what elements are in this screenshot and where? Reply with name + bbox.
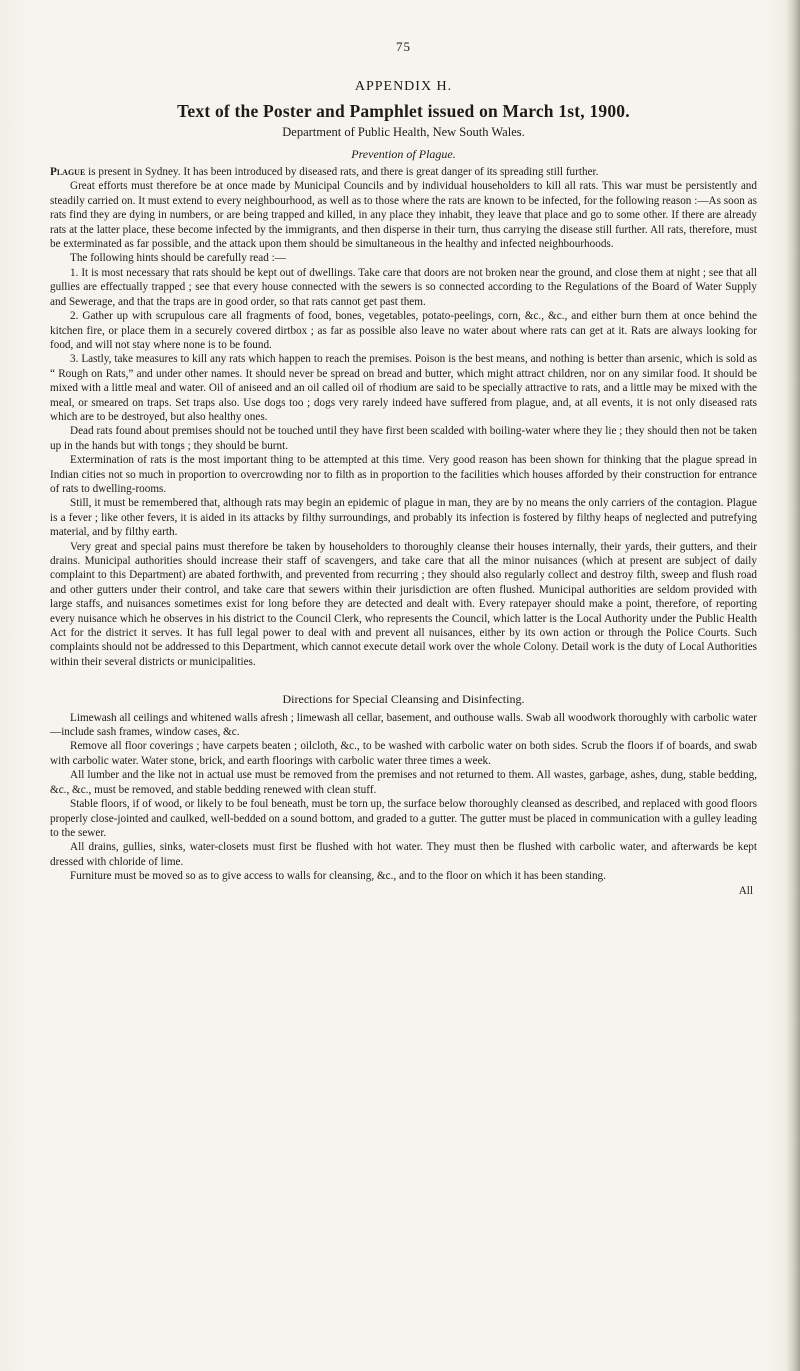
intro-paragraph [50, 165, 757, 179]
paragraph: 1. It is most necessary that rats should be kept out of dwellings. Take care that doors are not broken near the ground, and close them at night ; see that all gullies are effectually trapped ; see that every house connected with the sewers is so connected according to the Regulations of the Board of Water Supply and Sewerage, and that the traps are in good order, so that rats cannot get past them. [50, 266, 757, 308]
document-body [50, 40, 757, 898]
paragraph: All drains, gullies, sinks, water-closets must first be flushed with hot water. They must then be flushed with carbolic water, and afterwards be kept dressed with chloride of lime. [50, 841, 757, 868]
catchword: All [738, 884, 753, 897]
paragraph: Stable floors, if of wood, or likely to be foul beneath, must be torn up, the surface below thoroughly cleansed as described, and replaced with good floors properly close-jointed and caulked, well-bedded on a sound bottom, and graded to a gutter. The gutter must be placed in communication with a gulley leading to the sewer. [50, 798, 757, 839]
subtitle: Prevention of Plague. [351, 146, 456, 161]
intro-text: is present in Sydney. It has been introduced by diseased rats, and there is great danger of its spreading still further. [85, 166, 599, 179]
document-title: Text of the Poster and Pamphlet issued on March 1st, 1900. [177, 100, 630, 121]
department-line: Department of Public Health, New South Wales. [282, 125, 525, 140]
page-edge-shadow [786, 0, 800, 1371]
page-number: 75 [396, 39, 411, 54]
paragraph: 3. Lastly, take measures to kill any rats which happen to reach the premises. Poison is the best means, and nothing is better than arsenic, which is sold as “ Rough on Rats,” and under other names. It should never be spread on bread and butter, which might attract children, nor on any similar food. It should be mixed with a little meal and water. Oil of aniseed and an oil called oil of rhodium are said to be specially attractive to rats, and a little may be mixed with the meal, or smeared on traps. Set traps also. Use dogs too ; dogs very rarely indeed have suffered from plague, and, at all events, it is not only diseased rats which are to be destroyed, but also healthy ones. [50, 353, 757, 423]
paragraph: All lumber and the like not in actual use must be removed from the premises and not returned to them. All wastes, garbage, ashes, dung, stable bedding, &c., &c., must be removed, and stable bedding renewed with clean stuff. [50, 769, 757, 796]
appendix-heading: APPENDIX H. [354, 79, 453, 95]
paragraph: Remove all floor coverings ; have carpets beaten ; oilcloth, &c., to be washed with carbolic water on both sides. Scrub the floors if of boards, and swab with carbolic water. Water stone, brick, and earth floorings with carbolic water three times a week. [50, 740, 757, 767]
paragraph: Still, it must be remembered that, although rats may begin an epidemic of plague in man, they are by no means the only carriers of the contagion. Plague is a fever ; like other fevers, it is aided in its attacks by filthy surroundings, and probably its infection is fostered by filthy heaps of neglected and putrefying material, and by filthy earth. [50, 497, 757, 539]
paragraph: Furniture must be moved so as to give access to walls for cleansing, &c., and to the floor on which it has been standing. [70, 870, 606, 883]
paragraph: Very great and special pains must therefore be taken by householders to thoroughly cleanse their houses internally, their yards, their gutters, and their drains. Municipal authorities should increase their staff of scavengers, and take care that all the minor nuisances (which at present are subject of daily complaint to this Department) are abated forthwith, and prevented from recurring ; they should also regularly collect and destroy filth, sweep and flush road and other gutters under their control, and take care that sewers within their jurisdiction are often flushed. Municipal authorities are seldom provided with large staffs, and nuisances sometimes exist for long before they are detected and dealt with. Every ratepayer should make a point, therefore, of reporting every nuisance which he observes in his district to the Council Clerk, who represents the Council, which latter is the Local Authority under the Public Health Act for the district it serves. It has full legal power to deal with and prevent all nuisances, either by its own action or through the Police Courts. Such complaints should not be addressed to this Department, which cannot execute detail work over the whole Colony. Detail work is the duty of Local Authorities within their several districts or municipalities. [50, 540, 757, 668]
paragraph: Great efforts must therefore be at once made by Municipal Councils and by individual householders to kill all rats. This war must be persistently and steadily carried on. It must extend to every neighbourhood, as well as to those where the rats are known to be infected, for the following reason :—As soon as rats find they are dying in numbers, or are being trapped and killed, in any place they inhabit, they leave that place and go to some other. If there are already rats at the latter place, these become infected by the immigrants, and then disperse in their turn, thus carrying the disease still further. All rats, therefore, must be exterminated as far possible, and the attack upon them should be simultaneous in the healthy and infected neighbourhoods. [50, 180, 757, 251]
paragraph: Dead rats found about premises should not be touched until they have first been scalded with boiling-water where they lie ; they should then not be taken up in the hands but with tongs ; they should be burnt. [50, 425, 757, 452]
paragraph: The following hints should be carefully read :— [70, 252, 286, 265]
section-heading: Directions for Special Cleansing and Disinfecting. [282, 692, 525, 707]
paragraph: 2. Gather up with scrupulous care all fragments of food, bones, vegetables, potato-peelings, corn, &c., &c., and either burn them at once behind the kitchen fire, or place them in a securely covered dirtbox ; as far as possible also leave no water about where rats can get at it. Rats are always looking for food, and will not stay where none is to be found. [50, 310, 757, 351]
intro-lead-word: Plague [50, 166, 86, 179]
paragraph: Limewash all ceilings and whitened walls afresh ; limewash all cellar, basement, and outhouse walls. Swab all woodwork thoroughly with carbolic water—include sash frames, window cases, &c. [50, 711, 757, 739]
paragraph: Extermination of rats is the most important thing to be attempted at this time. Very good reason has been shown for thinking that the plague spread in Indian cities not so much in proportion to overcrowding nor to filth as in proportion to the facilities which houses afforded by their construction for entrance of rats to dwelling-rooms. [50, 454, 757, 495]
